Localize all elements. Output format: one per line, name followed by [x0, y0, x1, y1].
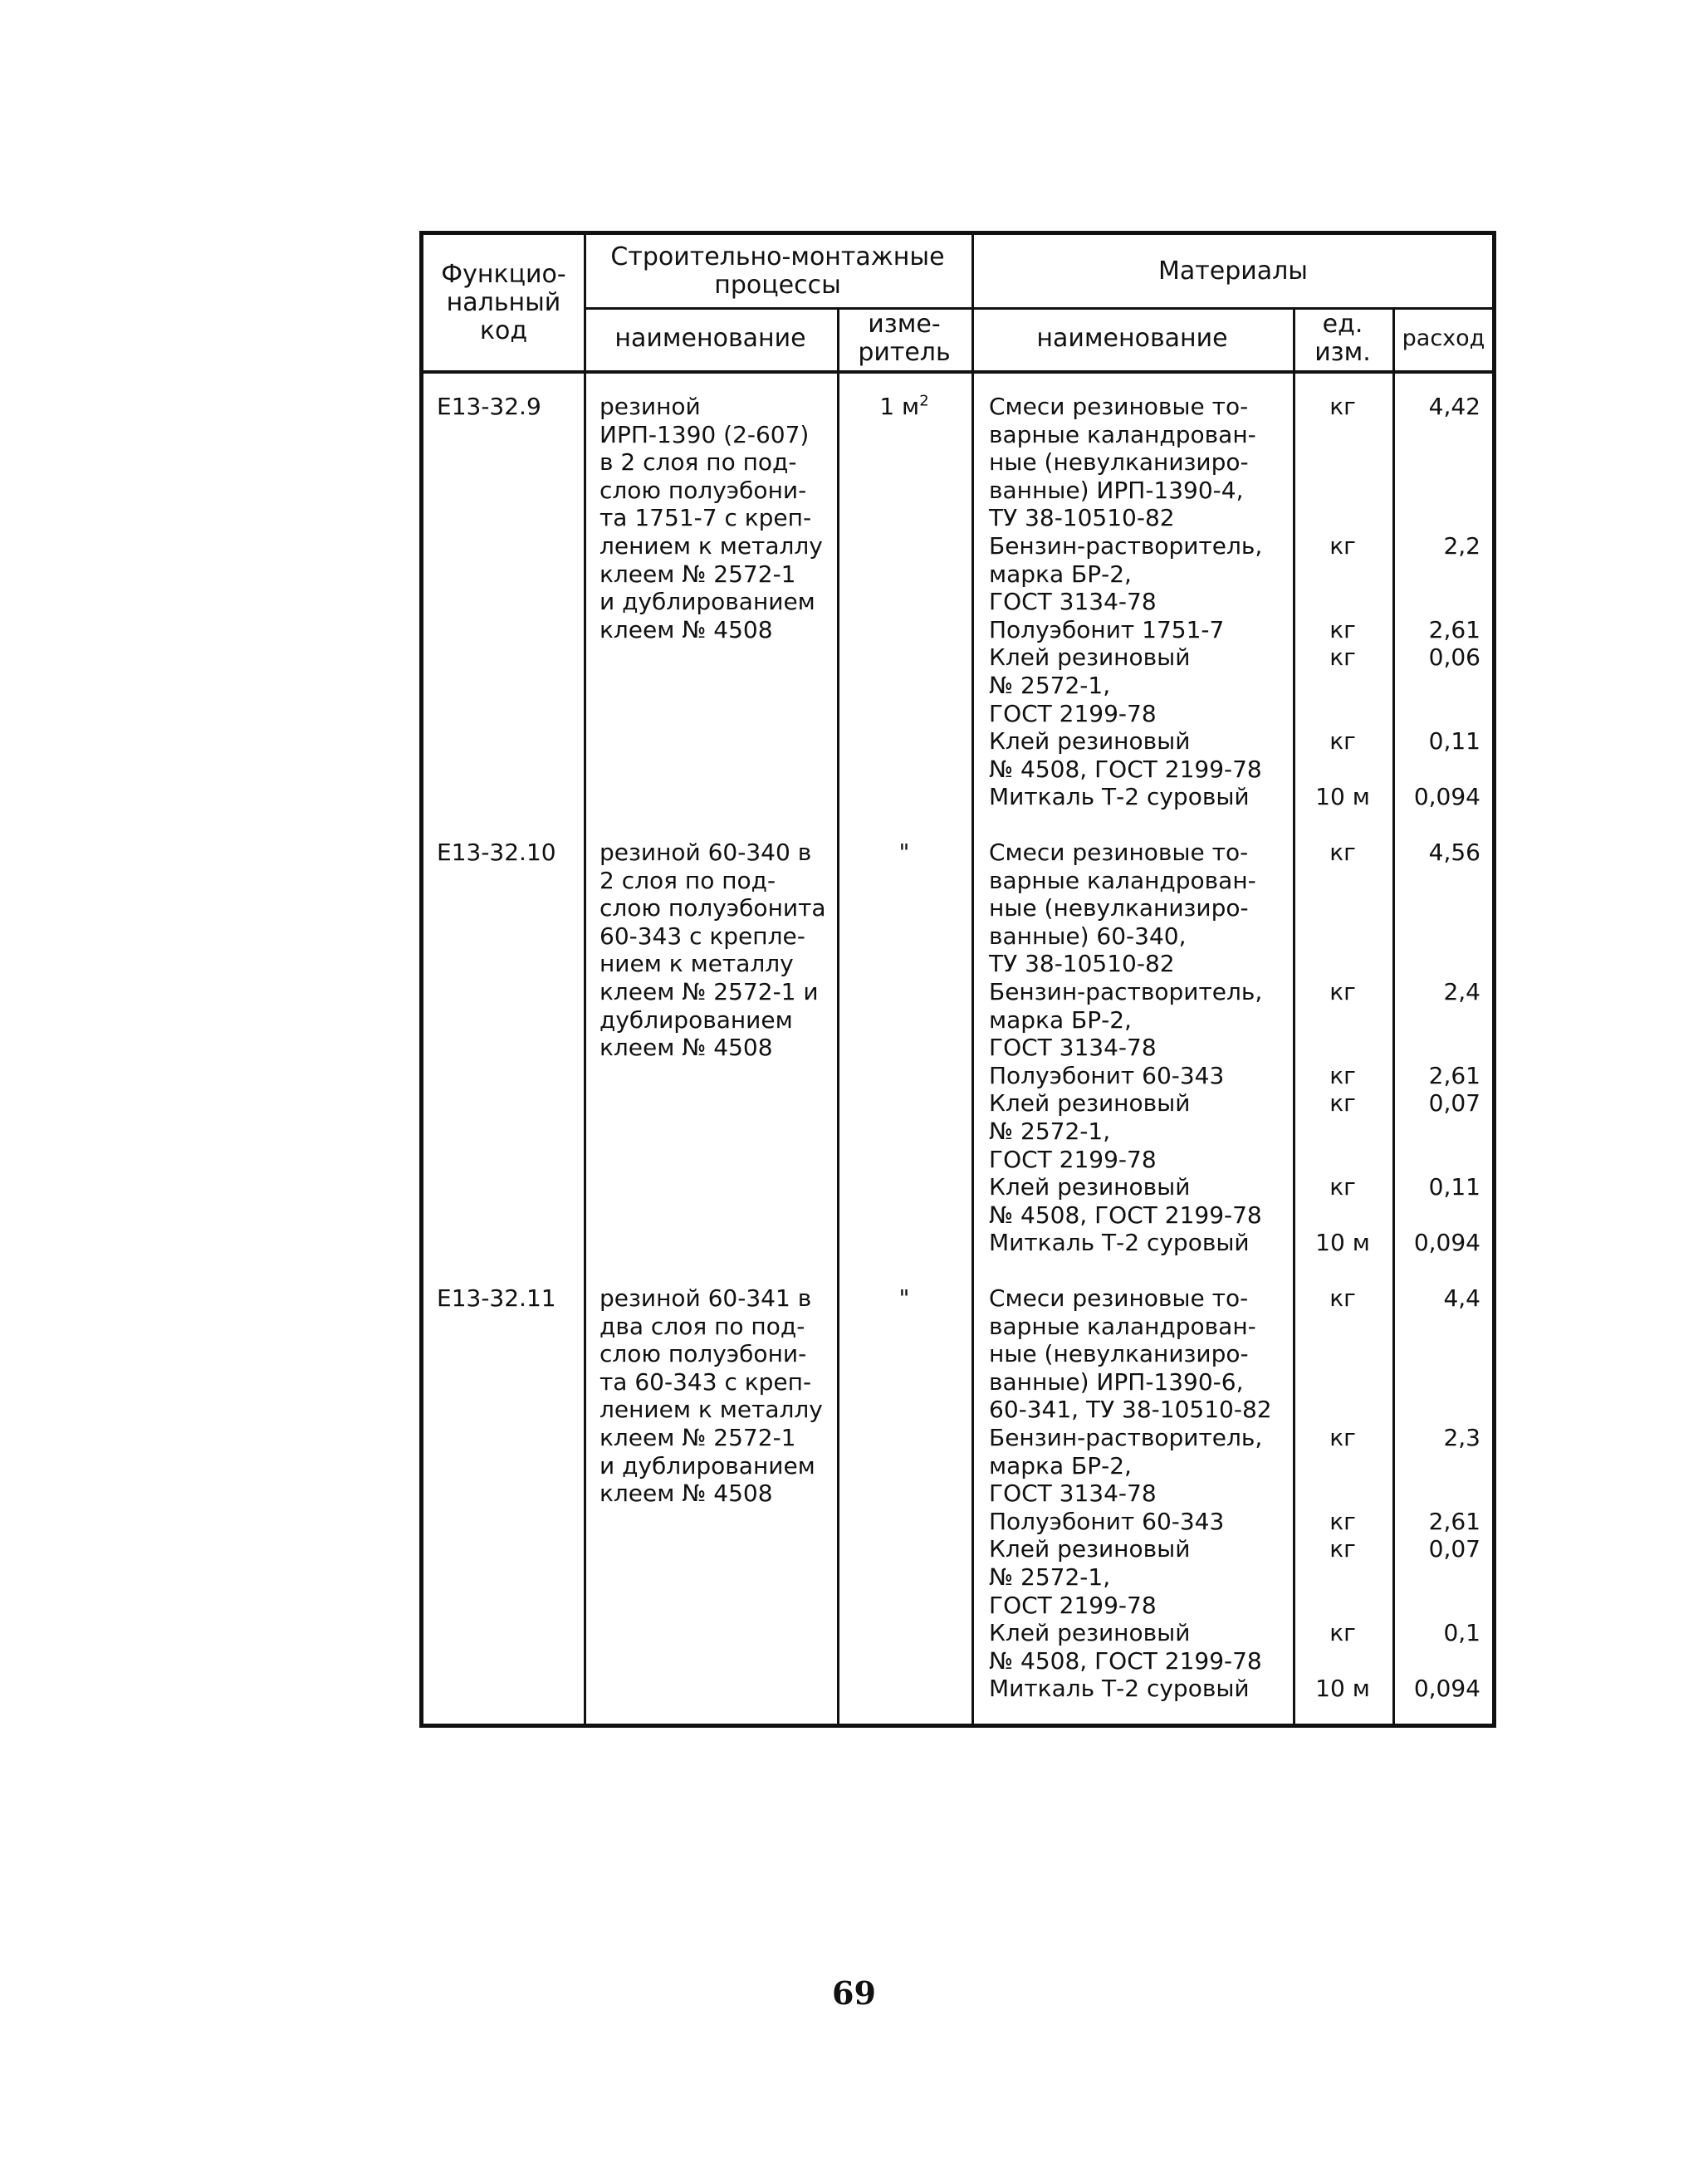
- rate-cell: 2,61: [1428, 615, 1480, 643]
- rate-cell: 4,56: [1428, 839, 1480, 866]
- unit-superscript: 2: [919, 392, 929, 410]
- material-units: [1293, 1284, 1392, 1703]
- process-description: [600, 393, 823, 643]
- rate-cell: 0,1: [1443, 1619, 1480, 1647]
- header-material-unit: ед. изм.: [1314, 310, 1371, 367]
- material-line: марка БР-2,: [989, 1451, 1132, 1480]
- material-line: ванные) ИРП-1390-6,: [989, 1367, 1244, 1396]
- process-line: резиной 60-341 в: [600, 1284, 812, 1312]
- header-process-unit: изме- ритель: [858, 310, 951, 367]
- unit-cell: 10 м: [1315, 783, 1370, 811]
- material-line: 60-341, ТУ 38-10510-82: [989, 1396, 1272, 1424]
- material-rates: [1392, 839, 1480, 1257]
- rate-cell: 2,61: [1428, 1061, 1480, 1089]
- material-line: Бензин-растворитель,: [989, 1423, 1263, 1451]
- rate-cell: 2,4: [1443, 977, 1480, 1005]
- process-line: лением к металлу: [600, 1396, 823, 1424]
- unit-cell: кг: [1329, 1061, 1356, 1089]
- material-line: ГОСТ 3134-78: [989, 1480, 1157, 1508]
- material-line: № 4508, ГОСТ 2199-78: [989, 1646, 1262, 1675]
- material-line: ГОСТ 2199-78: [989, 1145, 1157, 1173]
- unit-cell: кг: [1329, 727, 1356, 756]
- unit-cell: кг: [1329, 1423, 1356, 1451]
- material-line: марка БР-2,: [989, 1005, 1132, 1034]
- material-line: Полуэбонит 60-343: [989, 1061, 1225, 1089]
- material-line: № 2572-1,: [989, 1117, 1111, 1145]
- material-rates: [1392, 1284, 1480, 1703]
- material-line: Миткаль Т-2 суровый: [989, 783, 1250, 811]
- material-line: № 2572-1,: [989, 671, 1111, 699]
- material-line: варные каландрован-: [989, 1312, 1256, 1340]
- process-line: два слоя по под-: [600, 1312, 805, 1340]
- process-line: дублированием: [600, 1005, 793, 1034]
- process-line: 60-343 с крепле-: [600, 922, 805, 950]
- header-material-name: наименование: [1036, 324, 1228, 353]
- process-line: и дублированием: [600, 1451, 815, 1480]
- col-divider: [584, 235, 586, 1724]
- unit-cell: кг: [1329, 1173, 1356, 1201]
- unit-cell: кг: [1329, 977, 1356, 1005]
- col-divider: [837, 307, 839, 1724]
- unit-cell: кг: [1329, 615, 1356, 643]
- process-line: нием к металлу: [600, 950, 794, 978]
- unit-cell: кг: [1329, 531, 1356, 560]
- material-line: Бензин-растворитель,: [989, 977, 1263, 1005]
- header-process-name: наименование: [614, 324, 806, 353]
- rate-cell: 0,07: [1428, 1535, 1480, 1563]
- material-line: варные каландрован-: [989, 866, 1256, 894]
- unit-cell: кг: [1329, 1535, 1356, 1563]
- process-line: клеем № 2572-1: [600, 560, 796, 588]
- material-line: ТУ 38-10510-82: [989, 504, 1175, 532]
- unit-cell: 10 м: [1315, 1675, 1370, 1703]
- process-line: клеем № 2572-1: [600, 1423, 796, 1451]
- process-unit: [837, 393, 971, 421]
- header-material-rate: расход: [1402, 325, 1485, 351]
- material-line: № 4508, ГОСТ 2199-78: [989, 1201, 1262, 1229]
- material-line: Бензин-растворитель,: [989, 531, 1263, 560]
- unit-cell: кг: [1329, 1619, 1356, 1647]
- unit-value: 1 м: [879, 393, 920, 420]
- rate-cell: 2,3: [1443, 1423, 1480, 1451]
- material-line: Клей резиновый: [989, 1535, 1191, 1563]
- material-line: ГОСТ 2199-78: [989, 1591, 1157, 1619]
- material-line: Клей резиновый: [989, 1619, 1191, 1647]
- process-line: клеем № 4508: [600, 615, 773, 643]
- unit-cell: кг: [1329, 393, 1356, 420]
- material-line: ванные) 60-340,: [989, 922, 1187, 950]
- material-line: Клей резиновый: [989, 1089, 1191, 1118]
- unit-cell: кг: [1329, 839, 1356, 866]
- row-code: Е13-32.11: [437, 1284, 556, 1312]
- unit-cell: кг: [1329, 1507, 1356, 1535]
- material-units: [1293, 839, 1392, 1257]
- process-description: [600, 839, 826, 1062]
- process-line: слою полуэбони-: [600, 1340, 807, 1368]
- process-line: клеем № 4508: [600, 1034, 773, 1062]
- rate-cell: 0,11: [1428, 727, 1480, 756]
- material-line: № 2572-1,: [989, 1563, 1111, 1591]
- process-line: клеем № 2572-1 и: [600, 977, 819, 1005]
- unit-cell: кг: [1329, 643, 1356, 672]
- rate-cell: 4,4: [1443, 1284, 1480, 1312]
- material-line: Миткаль Т-2 суровый: [989, 1229, 1250, 1257]
- rate-cell: 0,094: [1413, 1675, 1480, 1703]
- material-line: Полуэбонит 1751-7: [989, 615, 1225, 643]
- rate-cell: 0,094: [1413, 783, 1480, 811]
- rate-cell: 0,07: [1428, 1089, 1480, 1118]
- row-code: Е13-32.10: [437, 839, 556, 866]
- process-line: та 1751-7 с креп-: [600, 504, 812, 532]
- material-line: ГОСТ 3134-78: [989, 588, 1157, 616]
- process-line: лением к металлу: [600, 531, 823, 560]
- process-line: клеем № 4508: [600, 1480, 773, 1508]
- rate-cell: 4,42: [1428, 393, 1480, 420]
- process-line: слою полуэбони-: [600, 476, 807, 504]
- process-line: и дублированием: [600, 588, 815, 616]
- material-line: ванные) ИРП-1390-4,: [989, 476, 1244, 504]
- material-line: ные (невулканизиро-: [989, 1340, 1249, 1368]
- process-unit: ": [898, 1284, 910, 1312]
- unit-cell: кг: [1329, 1284, 1356, 1312]
- material-line: ГОСТ 2199-78: [989, 699, 1157, 727]
- header-code: Функцио- нальный код: [441, 259, 566, 345]
- material-line: Смеси резиновые то-: [989, 839, 1249, 866]
- material-line: Миткаль Т-2 суровый: [989, 1675, 1250, 1703]
- material-line: № 4508, ГОСТ 2199-78: [989, 755, 1262, 783]
- process-unit: ": [898, 839, 910, 866]
- unit-cell: 10 м: [1315, 1229, 1370, 1257]
- process-line: слою полуэбонита: [600, 894, 826, 922]
- process-line: резиной: [600, 393, 701, 420]
- rate-cell: 0,094: [1413, 1229, 1480, 1257]
- rate-cell: 2,61: [1428, 1507, 1480, 1535]
- material-line: варные каландрован-: [989, 420, 1256, 448]
- process-line: ИРП-1390 (2-607): [600, 420, 810, 448]
- material-rates: [1392, 393, 1480, 811]
- col-divider: [971, 235, 974, 1724]
- material-line: Клей резиновый: [989, 727, 1191, 756]
- material-line: Клей резиновый: [989, 643, 1191, 672]
- process-line: в 2 слоя по под-: [600, 448, 797, 477]
- rate-cell: 0,11: [1428, 1173, 1480, 1201]
- material-line: Смеси резиновые то-: [989, 393, 1249, 420]
- material-line: Смеси резиновые то-: [989, 1284, 1249, 1312]
- rate-cell: 2,2: [1443, 531, 1480, 560]
- header-materials: Материалы: [1158, 256, 1308, 286]
- materials-table: [419, 231, 1496, 1728]
- material-names: [989, 393, 1262, 811]
- page-number: 69: [832, 1974, 876, 2012]
- process-line: резиной 60-340 в: [600, 839, 812, 866]
- header-processes: Строительно-монтажные процессы: [610, 242, 945, 300]
- process-line: та 60-343 с креп-: [600, 1367, 812, 1396]
- material-line: ГОСТ 3134-78: [989, 1034, 1157, 1062]
- process-description: [600, 1284, 823, 1508]
- material-units: [1293, 393, 1392, 811]
- material-line: ные (невулканизиро-: [989, 448, 1249, 477]
- material-line: Полуэбонит 60-343: [989, 1507, 1225, 1535]
- unit-cell: кг: [1329, 1089, 1356, 1118]
- material-line: ные (невулканизиро-: [989, 894, 1249, 922]
- material-names: [989, 1284, 1272, 1703]
- material-names: [989, 839, 1262, 1257]
- material-line: ТУ 38-10510-82: [989, 950, 1175, 978]
- process-line: 2 слоя по под-: [600, 866, 776, 894]
- material-line: марка БР-2,: [989, 560, 1132, 588]
- material-line: Клей резиновый: [989, 1173, 1191, 1201]
- row-code: Е13-32.9: [437, 393, 541, 420]
- rate-cell: 0,06: [1428, 643, 1480, 672]
- header-bottom-rule: [423, 370, 1492, 374]
